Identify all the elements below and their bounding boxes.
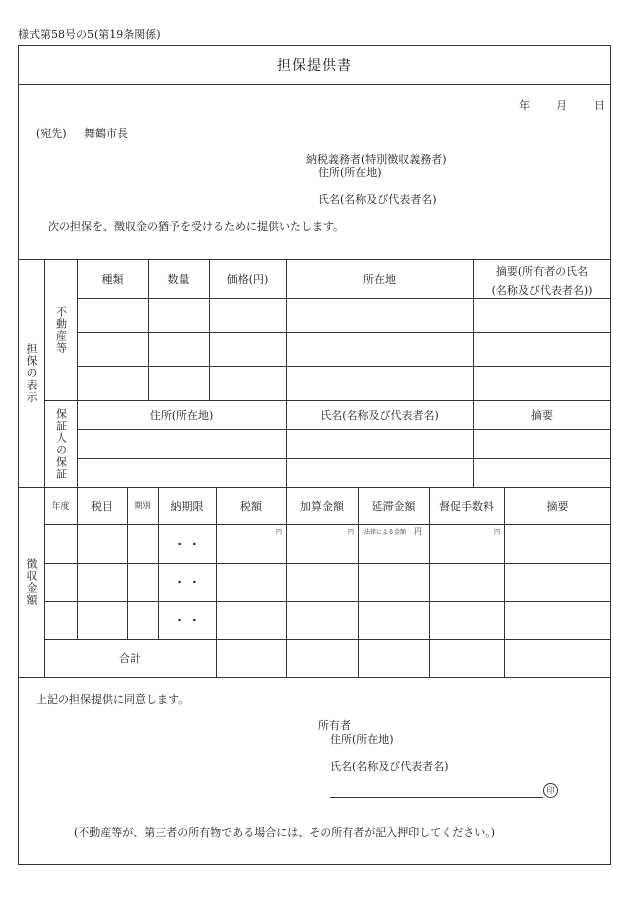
- col-quantity: 数量: [167, 272, 190, 286]
- col-price: 価格(円): [226, 272, 269, 286]
- date-month-label: 月: [556, 99, 567, 112]
- consent-statement: 上記の担保提供に同意します。: [36, 693, 190, 706]
- statutory-amount-label: 法律による金額: [364, 529, 407, 536]
- collection-section-label: 徴収金額: [25, 558, 38, 606]
- col-reminder-fee: 督促手数料: [439, 499, 494, 513]
- col-delinquency-amount: 延滞金額: [371, 499, 416, 513]
- col-collection-summary: 摘要: [546, 499, 569, 513]
- total-label: 合計: [119, 652, 141, 665]
- owner-name-label: 氏名(名称及び代表者名): [330, 760, 449, 773]
- form-title: 担保提供書: [277, 58, 352, 74]
- owner-address-label: 住所(所在地): [330, 733, 394, 746]
- col-period: 期別: [134, 501, 151, 510]
- additional-amount-yen: 円: [348, 529, 355, 536]
- date-year-label: 年: [519, 99, 530, 112]
- guarantor-col-address: 住所(所在地): [149, 408, 214, 422]
- provision-statement: 次の担保を、徴収金の猶予を受けるために提供いたします。: [48, 220, 345, 233]
- third-party-note: (不動産等が、第三者の所有物である場合には、その所有者が記入押印してください。): [74, 826, 496, 839]
- due-date-row2: ・ ・: [174, 576, 200, 589]
- obligor-label: 納税義務者(特別徴収義務者): [306, 153, 447, 166]
- addressee: 舞鶴市長: [84, 127, 128, 140]
- guarantor-col-summary: 摘要: [531, 408, 553, 422]
- col-summary-line1: 摘要(所有者の氏名: [495, 265, 589, 278]
- obligor-name-label: 氏名(名称及び代表者名): [318, 193, 437, 206]
- col-type: 種類: [101, 272, 124, 286]
- col-due-date: 納期限: [170, 499, 204, 513]
- form-number: 様式第58号の5(第19条関係): [18, 28, 161, 41]
- date-day-label: 日: [594, 99, 605, 112]
- col-fiscal-year: 年度: [51, 502, 70, 512]
- col-tax-amount: 税額: [240, 499, 262, 513]
- due-date-row1: ・ ・: [174, 537, 200, 551]
- guarantor-col-name: 氏名(名称及び代表者名): [320, 408, 439, 422]
- col-summary-line2: (名称及び代表者名)): [491, 284, 593, 297]
- col-location: 所在地: [363, 272, 396, 286]
- obligor-address-label: 住所(所在地): [318, 166, 382, 179]
- owner-label: 所有者: [318, 719, 351, 732]
- col-tax-item: 税目: [91, 499, 113, 513]
- col-additional-amount: 加算金額: [300, 499, 344, 513]
- guarantor-label: 保証人の保証: [54, 407, 68, 480]
- due-date-row3: ・ ・: [174, 614, 200, 627]
- delinquency-amount-yen: 円: [414, 527, 422, 536]
- seal-mark: 印: [543, 783, 558, 798]
- tax-amount-yen: 円: [276, 529, 283, 536]
- collateral-section-label: 担保の表示: [25, 343, 38, 403]
- addressee-label: (宛先): [36, 127, 67, 140]
- real-estate-label: 不動産等: [54, 305, 68, 354]
- reminder-fee-yen: 円: [494, 529, 501, 536]
